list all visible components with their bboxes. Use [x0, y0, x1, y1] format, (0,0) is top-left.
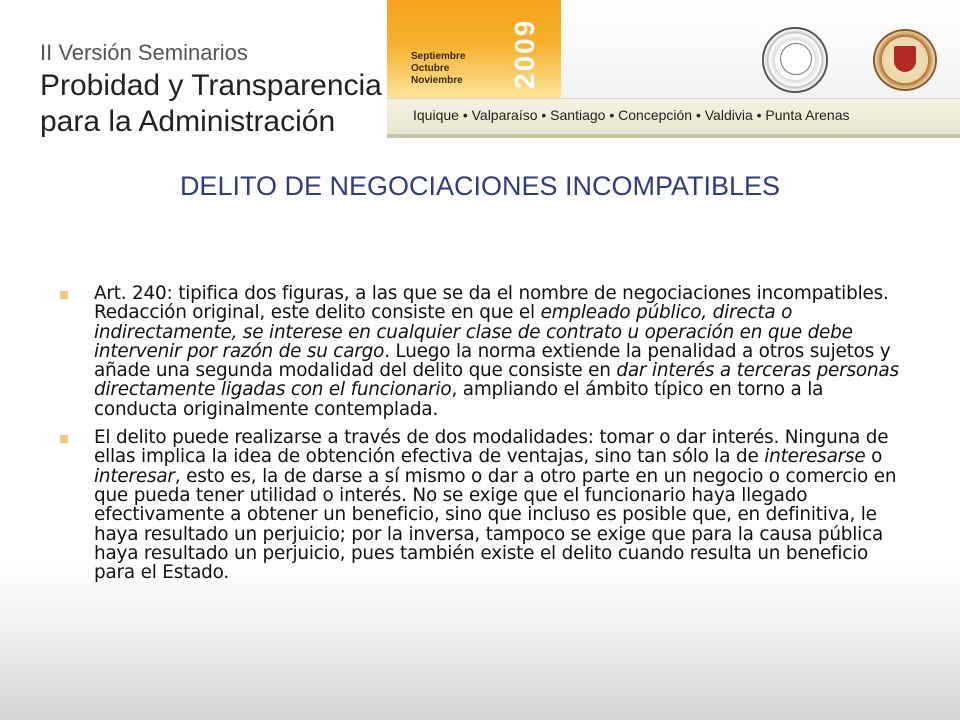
bullet-text	[94, 427, 896, 583]
seminar-title: Probidad y Transparencia	[40, 69, 382, 102]
italic-run: dar interés a terceras personas directamente ligadas con el funcionario	[94, 360, 899, 401]
event-banner	[387, 0, 960, 138]
text-run: , esto es, la de darse a sí mismo o dar a otro parte en un negocio o comercio en que pueda tener utilidad o interés. No se exige que el funcionario haya llegado efectivamente a obtener un beneficio, sino que incluso es posible que, en definitiva, le haya resultado un perjuicio; por la inversa, tampoco se exige que para la causa pública haya resultado un perjuicio, pues también existe el delito cuando resulta un beneficio para el Estado.	[94, 465, 897, 584]
seminar-edition: II Versión Seminarios	[40, 40, 248, 65]
text-run: , ampliando el ámbito típico en torno a la conducta originalmente contemplada.	[94, 379, 824, 420]
italic-run: interesar	[94, 465, 175, 487]
bullet-text	[94, 283, 899, 420]
italic-run: empleado público, directa o indirectamente, se interese en cualquier clase de contrato u operación en que debe intervenir por razón de su cargo	[94, 302, 853, 362]
university-seal-icon	[873, 29, 937, 91]
cities-bar	[387, 98, 960, 134]
text-run: Art. 240: tipifica dos figuras, a las que se da el nombre de negociaciones incompatibles. Redacción original, este delito consiste en que el	[94, 283, 889, 324]
bullet-item-modalidades	[60, 428, 910, 582]
event-year: 2009	[509, 18, 540, 90]
cities-list: Iquique • Valparaíso • Santiago • Concepción • Valdivia • Punta Arenas	[413, 107, 850, 123]
bullet-square-icon	[60, 435, 68, 443]
banner-divider	[387, 134, 960, 138]
seminar-header	[40, 40, 385, 140]
months-list	[411, 51, 465, 87]
text-run: El delito puede realizarse a través de dos modalidades: tomar o dar interés. Ninguna de ellas implica la idea de obtención efectiva de ventajas, sino tan sólo la de	[94, 427, 889, 468]
contraloria-seal-icon	[762, 27, 828, 93]
seminar-subtitle: para la Administración	[40, 105, 336, 138]
text-run: . Luego la norma extiende la penalidad a otros sujetos y añade una segunda modalidad del delito que consiste en	[94, 340, 891, 382]
text-run: o	[865, 446, 883, 468]
bullet-item-art240	[60, 284, 910, 419]
slide-title: DELITO DE NEGOCIACIONES INCOMPATIBLES	[179, 171, 781, 201]
logos-panel	[561, 0, 960, 98]
month-october: Octubre	[411, 63, 450, 74]
month-november: Noviembre	[411, 75, 463, 86]
slide-body	[60, 284, 910, 591]
italic-run: interesarse	[764, 446, 866, 468]
date-panel	[387, 0, 561, 98]
bullet-square-icon	[60, 291, 68, 299]
month-september: Septiembre	[411, 51, 466, 62]
